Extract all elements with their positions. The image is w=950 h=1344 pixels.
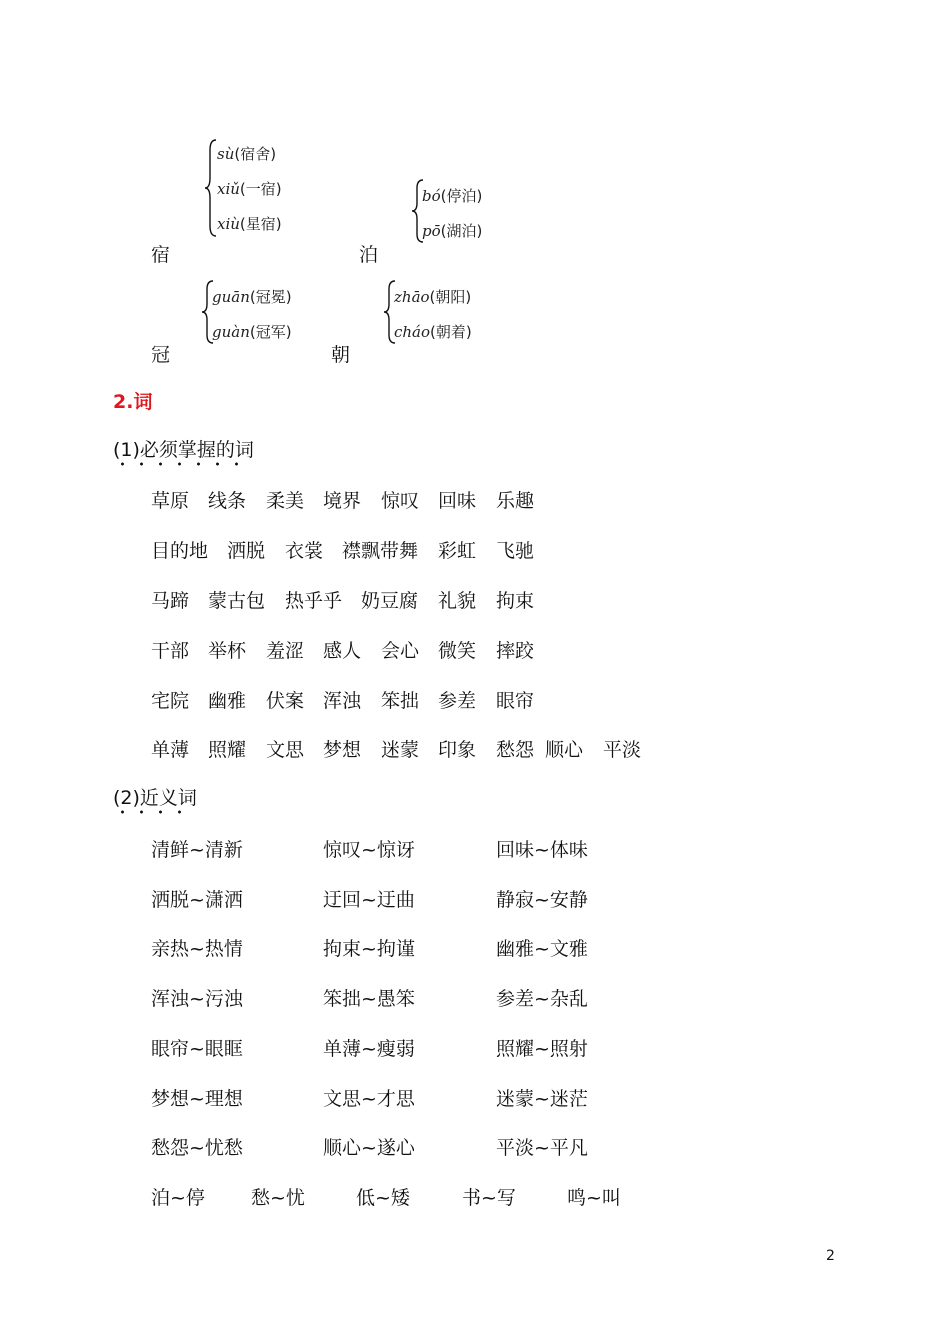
word-item: 草原	[151, 490, 190, 512]
word-item: 愁怨	[496, 739, 535, 761]
word-item: 眼帘	[496, 690, 535, 712]
word-item: 会心	[381, 640, 420, 662]
synonym-pair: 顺心~遂心	[323, 1137, 415, 1159]
word-item: 举杯	[208, 640, 247, 662]
word-item: 飞驰	[496, 540, 535, 562]
word-item: 梦想	[323, 739, 362, 761]
word-item: 参差	[438, 690, 477, 712]
word-item: 羞涩	[266, 640, 305, 662]
reading-row: guàn(冠军)	[212, 323, 292, 341]
synonym-pair: 拘束~拘谨	[323, 938, 415, 960]
word-item: 回味	[438, 490, 477, 512]
word-item: 拘束	[496, 590, 535, 612]
word-item: 衣裳	[285, 540, 324, 562]
word-item: 干部	[151, 640, 190, 662]
word-item: 目的地	[151, 540, 209, 562]
word-item: 迷蒙	[381, 739, 420, 761]
word-item: 浑浊	[323, 690, 362, 712]
synonym-pair: 清鲜~清新	[151, 839, 243, 861]
section-title: 2.词	[113, 391, 153, 413]
polyphone-readings-4	[383, 279, 493, 345]
polyphone-readings-3	[201, 279, 311, 345]
word-item: 彩虹	[438, 540, 477, 562]
brace-icon	[204, 138, 218, 238]
word-item: 奶豆腐	[361, 590, 419, 612]
word-item: 蒙古包	[208, 590, 266, 612]
word-item: 礼貌	[438, 590, 477, 612]
polyphone-readings-1	[204, 138, 314, 238]
synonym-pair: 回味~体味	[496, 839, 588, 861]
emphasis-dots	[113, 810, 193, 814]
word-item: 微笑	[438, 640, 477, 662]
reading-row: bó(停泊)	[422, 187, 483, 205]
polyphone-char-2: 泊	[359, 244, 379, 266]
polyphone-char-4: 朝	[331, 344, 351, 366]
synonym-pair: 平淡~平凡	[496, 1137, 588, 1159]
word-item: 境界	[323, 490, 362, 512]
word-item: 笨拙	[381, 690, 420, 712]
synonym-pair: 迂回~迂曲	[323, 889, 415, 911]
word-item: 柔美	[266, 490, 305, 512]
word-item: 照耀	[208, 739, 247, 761]
synonyms-title: (2)近义词	[113, 783, 197, 810]
word-item: 惊叹	[381, 490, 420, 512]
word-item: 文思	[266, 739, 305, 761]
synonym-pair: 书~写	[462, 1187, 516, 1209]
word-item: 洒脱	[227, 540, 266, 562]
word-item: 平淡	[603, 739, 642, 761]
must-master-title: (1)必须掌握的词	[113, 435, 254, 462]
synonym-pair: 笨拙~愚笨	[323, 988, 415, 1010]
page-number: 2	[826, 1248, 835, 1264]
word-item: 幽雅	[208, 690, 247, 712]
synonym-pair: 鸣~叫	[567, 1187, 621, 1209]
reading-row: xiǔ(一宿)	[217, 180, 282, 198]
reading-row: xiù(星宿)	[217, 215, 282, 233]
word-item: 宅院	[151, 690, 190, 712]
word-item: 热乎乎	[285, 590, 343, 612]
synonym-pair: 迷蒙~迷茫	[496, 1088, 588, 1110]
reading-row: zhāo(朝阳)	[394, 288, 472, 306]
emphasis-dots	[113, 462, 253, 466]
word-item: 印象	[438, 739, 477, 761]
word-item: 摔跤	[496, 640, 535, 662]
word-item: 襟飘带舞	[342, 540, 419, 562]
synonym-pair: 愁~忧	[251, 1187, 305, 1209]
word-item: 伏案	[266, 690, 305, 712]
synonym-pair: 静寂~安静	[496, 889, 588, 911]
synonym-pair: 泊~停	[151, 1187, 205, 1209]
word-item: 顺心	[545, 739, 584, 761]
synonym-pair: 照耀~照射	[496, 1038, 588, 1060]
synonym-pair: 眼帘~眼眶	[151, 1038, 243, 1060]
polyphone-char-1: 宿	[151, 244, 171, 266]
synonym-pair: 亲热~热情	[151, 938, 243, 960]
synonym-pair: 愁怨~忧愁	[151, 1137, 243, 1159]
polyphone-char-3: 冠	[151, 344, 171, 366]
synonym-pair: 惊叹~惊讶	[323, 839, 415, 861]
word-item: 乐趣	[496, 490, 535, 512]
word-item: 感人	[323, 640, 362, 662]
synonym-pair: 文思~才思	[323, 1088, 415, 1110]
synonym-pair: 梦想~理想	[151, 1088, 243, 1110]
synonym-pair: 低~矮	[356, 1187, 410, 1209]
polyphone-readings-2	[411, 178, 521, 244]
synonym-pair: 幽雅~文雅	[496, 938, 588, 960]
reading-row: pō(湖泊)	[422, 222, 483, 240]
word-item: 单薄	[151, 739, 190, 761]
reading-row: guān(冠冕)	[212, 288, 292, 306]
reading-row: sù(宿舍)	[217, 145, 277, 163]
synonym-pair: 洒脱~潇洒	[151, 889, 243, 911]
synonym-pair: 浑浊~污浊	[151, 988, 243, 1010]
synonym-pair: 参差~杂乱	[496, 988, 588, 1010]
synonym-pair: 单薄~瘦弱	[323, 1038, 415, 1060]
reading-row: cháo(朝着)	[394, 323, 472, 341]
word-item: 马蹄	[151, 590, 190, 612]
word-item: 线条	[208, 490, 247, 512]
